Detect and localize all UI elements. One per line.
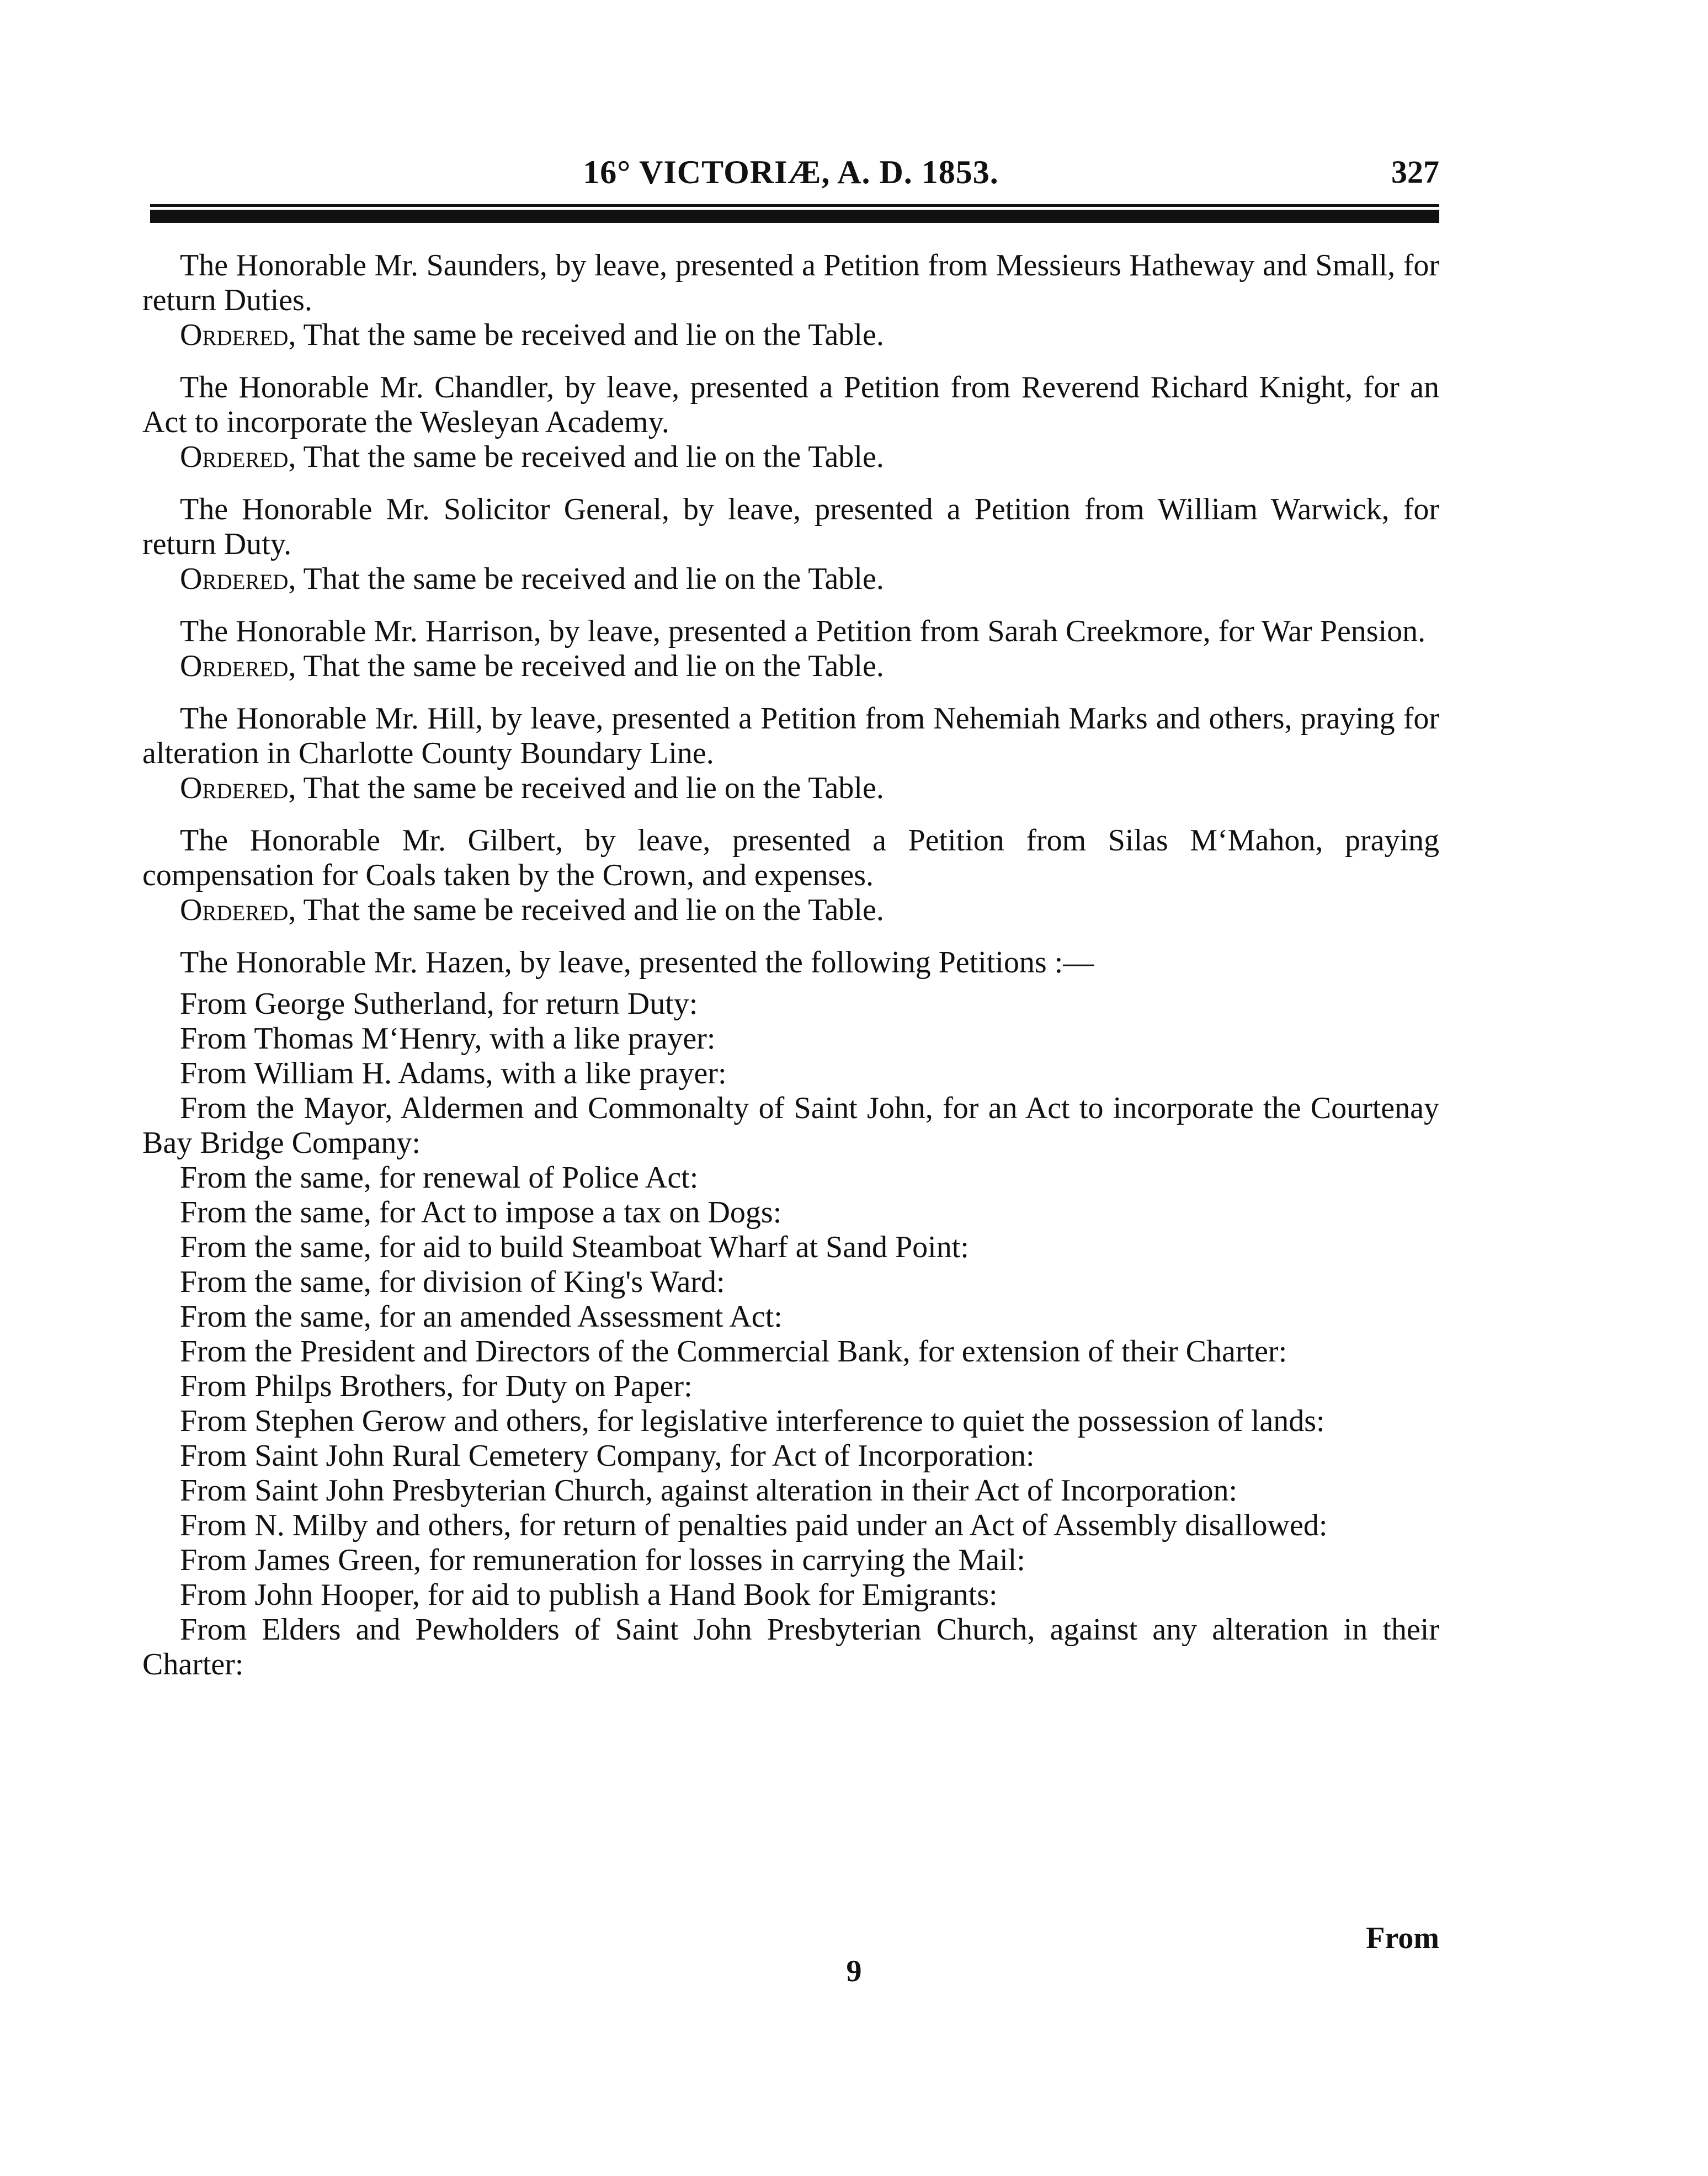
entry-text: The Honorable Mr. Harrison, by leave, presented a Petition from Sarah Creekmore, for War Pension. [180,614,1426,648]
petition-item: From the same, for renewal of Police Act: [180,1161,699,1195]
entry-ordered [142,318,1439,353]
entry-text: The Honorable Mr. Saunders, by leave, presented a Petition from Messieurs Hatheway and Small, for return Duties. [142,248,1439,317]
entry-ordered [142,771,1439,806]
entry [142,614,1439,684]
entry [142,370,1439,475]
petition-item: From Saint John Rural Cemetery Company, for Act of Incorporation: [180,1439,1035,1473]
petition-item: From James Green, for remuneration for losses in carrying the Mail: [180,1543,1025,1577]
entry-ordered [142,893,1439,928]
petition-item: From William H. Adams, with a like prayer: [180,1056,727,1090]
entry-text: The Honorable Mr. Chandler, by leave, presented a Petition from Reverend Richard Knight, for an Act to incorporate the Wesleyan Academy. [142,370,1439,439]
catchword: From [1366,1921,1439,1955]
header-rule-thick [150,210,1439,223]
entry-ordered [142,649,1439,684]
petition-item: From Stephen Gerow and others, for legislative interference to quiet the possession of lands: [180,1404,1325,1438]
petition-item: From Thomas M‘Henry, with a like prayer: [180,1022,716,1056]
ordered-word: Ordered, [180,562,296,596]
petition-item: From John Hooper, for aid to publish a Hand Book for Emigrants: [180,1578,998,1612]
petition-item: From the same, for division of King's Ward: [180,1265,725,1299]
entry [142,492,1439,597]
entry-ordered [142,440,1439,475]
ordered-text: That the same be received and lie on the Table. [296,893,884,927]
petition-item: From George Sutherland, for return Duty: [180,987,698,1021]
running-header [142,153,1439,198]
petition-item: From the same, for aid to build Steamboat Wharf at Sand Point: [180,1230,969,1264]
entry [142,701,1439,806]
hazen-petitions [142,945,1439,1682]
hazen-intro: The Honorable Mr. Hazen, by leave, presented the following Petitions :— [180,945,1094,980]
ordered-text: That the same be received and lie on the Table. [296,649,884,683]
entry [142,823,1439,928]
ordered-word: Ordered, [180,771,296,805]
petition-item: From the President and Directors of the Commercial Bank, for extension of their Charter: [180,1334,1287,1369]
petition-item: From Philps Brothers, for Duty on Paper: [180,1369,693,1403]
entry-text: The Honorable Mr. Hill, by leave, presented a Petition from Nehemiah Marks and others, praying for alteration in Charlotte County Boundary Line. [142,701,1439,770]
entry-text: The Honorable Mr. Solicitor General, by leave, presented a Petition from William Warwick, for return Duty. [142,492,1439,561]
ordered-word: Ordered, [180,318,296,352]
journal-body [142,248,1439,1700]
header-rule-thin [150,204,1439,207]
ordered-word: Ordered, [180,649,296,683]
petition-item: From Saint John Presbyterian Church, against alteration in their Act of Incorporation: [180,1473,1238,1508]
ordered-text: That the same be received and lie on the Table. [296,440,884,474]
ordered-text: That the same be received and lie on the Table. [296,771,884,805]
header-title: 16° VICTORIÆ, A. D. 1853. [583,154,999,190]
petition-entries [142,248,1439,928]
entry [142,248,1439,353]
petition-list [142,987,1439,1682]
ordered-word: Ordered, [180,893,296,927]
entry-ordered [142,562,1439,597]
page-number: 327 [1391,154,1439,190]
signature-mark: 9 [846,1954,862,1988]
petition-item: From Elders and Pewholders of Saint John Presbyterian Church, against any alteration in their Charter: [142,1613,1439,1682]
petition-item: From the same, for an amended Assessment Act: [180,1300,783,1334]
petition-item: From N. Milby and others, for return of penalties paid under an Act of Assembly disallowed: [180,1508,1328,1542]
entry-text: The Honorable Mr. Gilbert, by leave, presented a Petition from Silas M‘Mahon, praying compensation for Coals taken by the Crown, and expenses. [142,823,1439,892]
ordered-text: That the same be received and lie on the Table. [296,562,884,596]
ordered-word: Ordered, [180,440,296,474]
petition-item: From the same, for Act to impose a tax on Dogs: [180,1195,782,1230]
petition-item: From the Mayor, Aldermen and Commonalty of Saint John, for an Act to incorporate the Courtenay Bay Bridge Company: [142,1091,1439,1160]
ordered-text: That the same be received and lie on the Table. [296,318,884,352]
